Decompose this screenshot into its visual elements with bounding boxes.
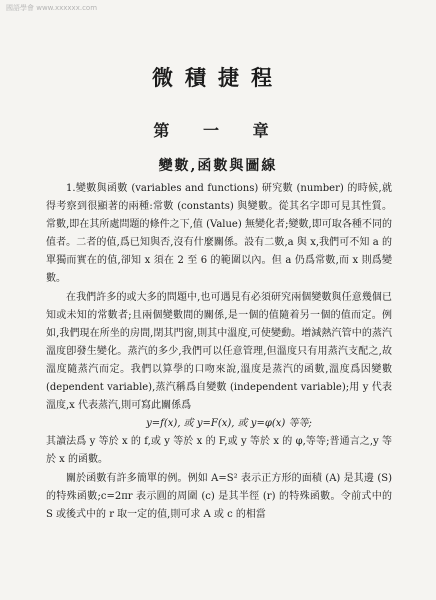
paragraph-examples: 關於函數有許多簡單的例。例如 A=S² 表示正方形的面積 (A) 是其邊 (S) 的特殊函數;c=2πr 表示圓的周圍 (c) 是其半徑 (r) 的特殊函數。令前式中的 S 或後式中的 r 取一定的值,則可求 A 或 c 的相當 <box>46 472 392 520</box>
paragraph-dependent-variable: 在我們許多的或大多的問題中,也可遇見有必須研究兩個變數與任意幾個已知或未知的常數者;且兩個變數間的關係,是一個的值隨着另一個的值而定。例如,我們現在所坐的房間,閉其門窗,則其中溫度,可使變動。增減熱汽管中的蒸汽溫度卽發生變化。蒸汽的多少,我們可以任意管理,但溫度只有用蒸汽支配之,故溫度隨蒸汽而定。我們以算學的口吻來說,溫度是蒸汽的函數,溫度爲因變數 (dependent variable),蒸汽稱爲自變數 (independent variable);用 y 代表溫度,x 代表蒸汽,則可寫此關係爲 <box>46 291 392 412</box>
page-title: 微積捷程 <box>152 65 284 90</box>
paragraph-variables-functions: 1.變數與函數 (variables and functions) 研究數 (number) 的時候,就得考察到很顯著的兩種:常數 (constants) 與變數。從其名字即可見其性質。常數,即在其所處問題的條件之下,值 (Value) 無變化者;變數,即可取各種不同的值者。二者的值,爲已知與否,沒有什麼關係。設有二數,a 與 x,我們可不知 a 的單獨而實在的值,卻知 x 須在 2 至 6 的範圍以內。但 a 仍爲常數,而 x 則爲變數。 <box>46 183 392 285</box>
function-formula: y=f(x), 或 y=F(x), 或 y=φ(x) 等等; <box>146 418 312 430</box>
chapter-heading: 第 一 章 <box>153 121 283 140</box>
watermark-text: 國語學會 www.xxxxxx.com <box>6 4 98 12</box>
body-text <box>46 180 392 524</box>
section-heading: 變數,函數與圖線 <box>158 158 278 174</box>
paragraph-reading: 其讀法爲 y 等於 x 的 f,或 y 等於 x 的 F,或 y 等於 x 的 φ,等等;普通言之,y 等於 x 的函數。 <box>46 436 392 466</box>
